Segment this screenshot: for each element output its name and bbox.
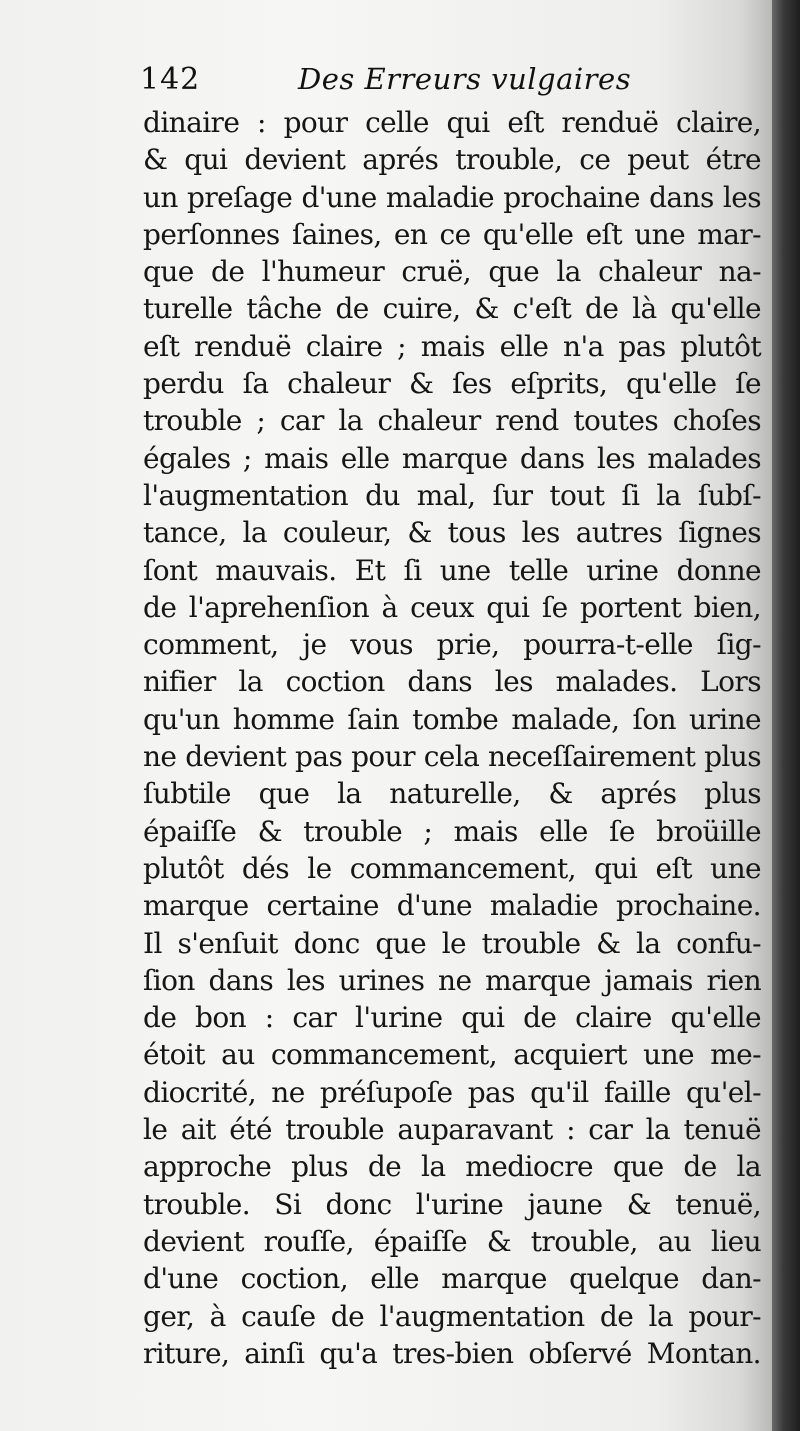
page-header: [140, 58, 760, 106]
text-line: nifier la coction dans les malades. Lors: [143, 665, 761, 699]
text-line: ger, à cauſe de l'augmentation de la pour-: [143, 1299, 761, 1333]
text-line: étoit au commancement, acquiert une me-: [143, 1038, 761, 1072]
text-line: de bon : car l'urine qui de claire qu'elle: [143, 1001, 761, 1035]
text-line: turelle tâche de cuire, & c'eſt de là qu'elle: [143, 292, 761, 326]
text-line: qu'un homme ſain tombe malade, ſon urine: [143, 702, 761, 736]
text-line: comment, je vous prie, pourra-t-elle ſig-: [143, 628, 761, 662]
text-line: riture, ainſi qu'a tres-bien obſervé Montan.: [143, 1336, 761, 1370]
text-line: & qui devient aprés trouble, ce peut étre: [143, 143, 761, 177]
text-line: ſont mauvais. Et ſi une telle urine donne: [143, 553, 761, 587]
text-line: un preſage d'une maladie prochaine dans les: [143, 180, 761, 214]
body-text: [143, 104, 761, 1372]
book-gutter: [772, 0, 800, 1431]
text-line: de l'aprehenſion à ceux qui ſe portent bien,: [143, 590, 761, 624]
text-line: d'une coction, elle marque quelque dan-: [143, 1262, 761, 1296]
text-line: dinaire : pour celle qui eſt renduë claire,: [143, 106, 761, 139]
page-number: 142: [140, 62, 201, 97]
text-line: épaiſſe & trouble ; mais elle ſe broüille: [143, 814, 761, 848]
text-line: égales ; mais elle marque dans les malades: [143, 441, 761, 475]
text-line: ſion dans les urines ne marque jamais rien: [143, 963, 761, 997]
text-line: plutôt dés le commancement, qui eſt une: [143, 851, 761, 885]
text-line: perdu ſa chaleur & ſes eſprits, qu'elle ſe: [143, 367, 761, 401]
text-line: l'augmentation du mal, ſur tout ſi la ſubſ-: [143, 478, 761, 512]
text-line: tance, la couleur, & tous les autres ſignes: [143, 516, 761, 550]
text-line: diocrité, ne préſupoſe pas qu'il faille qu'el-: [143, 1075, 761, 1109]
text-line: Il s'enſuit donc que le trouble & la confu-: [143, 926, 761, 960]
text-line: que de l'humeur cruë, que la chaleur na-: [143, 255, 761, 289]
text-line: devient rouſſe, épaiſſe & trouble, au lieu: [143, 1224, 761, 1258]
text-line: trouble. Si donc l'urine jaune & tenuë,: [143, 1187, 761, 1221]
text-line: ſubtile que la naturelle, & aprés plus: [143, 777, 761, 811]
text-line: trouble ; car la chaleur rend toutes choſes: [143, 404, 761, 438]
text-line: approche plus de la mediocre que de la: [143, 1150, 761, 1184]
text-line: le ait été trouble auparavant : car la tenuë: [143, 1113, 761, 1147]
running-head: Des Erreurs vulgaires: [298, 62, 632, 96]
text-line: perſonnes ſaines, en ce qu'elle eſt une mar-: [143, 217, 761, 251]
text-line: ne devient pas pour cela neceſſairement plus: [143, 740, 761, 774]
text-line: marque certaine d'une maladie prochaine.: [143, 889, 761, 923]
text-line: eſt renduë claire ; mais elle n'a pas plutôt: [143, 329, 761, 363]
